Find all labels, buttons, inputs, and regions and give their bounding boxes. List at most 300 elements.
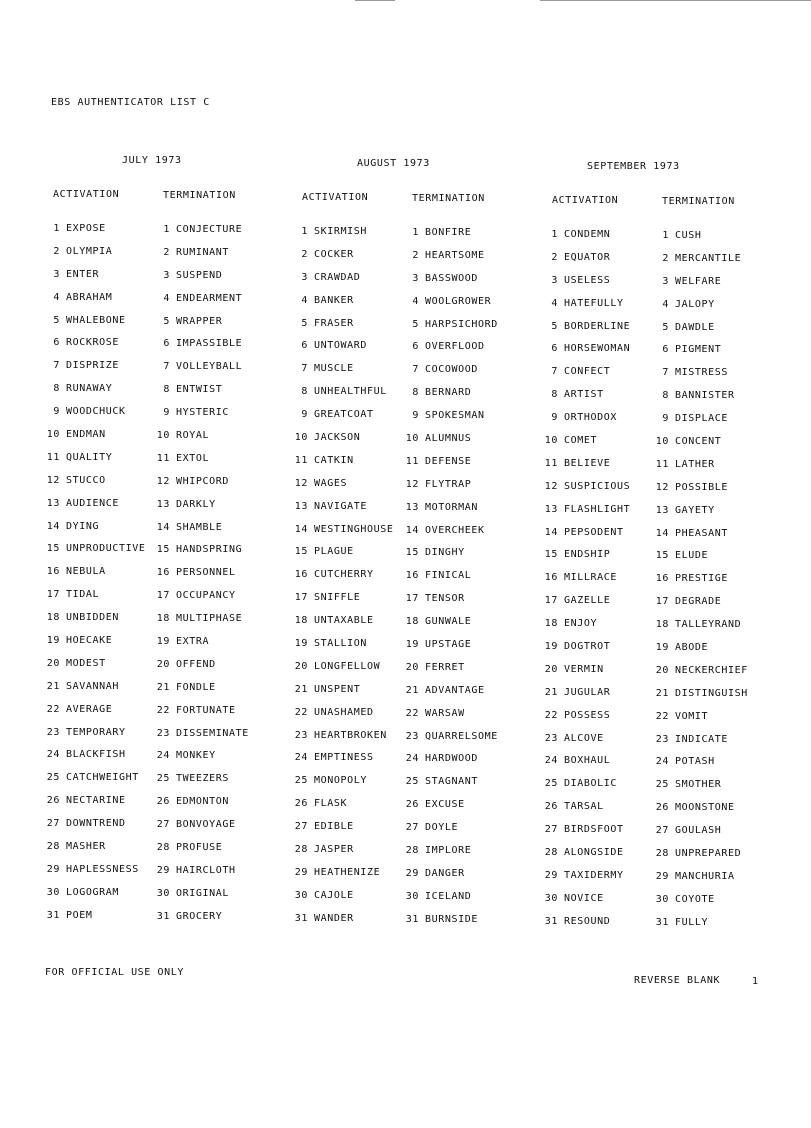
item-number: 18 <box>655 619 669 631</box>
list-item <box>154 522 249 545</box>
item-word: MERCANTILE <box>675 252 742 264</box>
item-word: WARSAW <box>425 707 465 719</box>
item-number: 11 <box>156 452 170 464</box>
list-item <box>292 478 393 501</box>
item-number: 6 <box>412 341 419 353</box>
item-number: 1 <box>412 227 419 238</box>
item-number: 5 <box>163 315 170 327</box>
item-number: 29 <box>46 863 60 875</box>
item-word: WHIPCORD <box>176 475 229 487</box>
item-number: 17 <box>46 589 60 601</box>
item-word: CONFECT <box>564 366 611 378</box>
item-number: 10 <box>405 433 419 445</box>
item-word: UNSPENT <box>314 683 361 695</box>
page-number: 1 <box>752 976 759 987</box>
item-word: DISSEMINATE <box>176 727 249 739</box>
item-word: CONDEMN <box>564 229 611 240</box>
item-number: 22 <box>156 704 170 716</box>
item-number: 6 <box>163 338 170 350</box>
list-item <box>542 733 630 756</box>
item-number: 21 <box>405 684 419 696</box>
item-number: 2 <box>412 249 419 261</box>
item-number: 29 <box>405 867 419 879</box>
item-number: 5 <box>551 320 558 332</box>
list-item <box>44 269 145 292</box>
list-item <box>653 276 748 299</box>
list-item <box>154 888 249 911</box>
item-word: ADVANTAGE <box>425 684 485 696</box>
item-word: UNTAXABLE <box>314 615 374 627</box>
item-word: PIGMENT <box>675 344 722 356</box>
item-number: 16 <box>655 573 669 585</box>
list-item <box>292 730 393 753</box>
item-number: 25 <box>544 778 558 790</box>
item-word: DOGTROT <box>564 641 611 653</box>
list-item <box>542 595 630 618</box>
list-item <box>542 824 630 847</box>
list-item <box>653 573 748 596</box>
list-item <box>154 270 249 293</box>
item-word: SAVANNAH <box>66 680 119 692</box>
list-item <box>653 344 748 367</box>
list-item <box>44 795 145 818</box>
item-number: 3 <box>163 269 170 281</box>
item-word: CAJOLE <box>314 889 354 901</box>
list-item <box>653 779 748 802</box>
item-word: MOTORMAN <box>425 501 478 513</box>
item-word: CONJECTURE <box>176 224 243 235</box>
item-number: 10 <box>156 430 170 442</box>
list-item <box>154 476 249 499</box>
item-word: BORDERLINE <box>564 320 631 332</box>
list-item <box>653 413 748 436</box>
item-word: COYOTE <box>675 893 715 905</box>
item-number: 8 <box>412 387 419 399</box>
item-number: 20 <box>544 663 558 675</box>
item-number: 20 <box>156 658 170 670</box>
list-item <box>44 658 145 681</box>
item-number: 29 <box>544 869 558 881</box>
item-number: 8 <box>551 389 558 401</box>
document-title: EBS AUTHENTICATOR LIST C <box>51 97 210 108</box>
item-word: ENDSHIP <box>564 549 611 561</box>
item-number: 28 <box>294 844 308 856</box>
list-item <box>403 273 498 296</box>
item-number: 16 <box>46 566 60 578</box>
item-word: PERSONNEL <box>176 567 236 579</box>
item-number: 23 <box>156 727 170 739</box>
list-item <box>292 226 393 249</box>
list-item <box>154 865 249 888</box>
item-number: 26 <box>156 796 170 808</box>
item-word: CUTCHERRY <box>314 569 374 581</box>
item-number: 19 <box>655 642 669 654</box>
item-number: 1 <box>301 226 308 237</box>
item-word: ENDMAN <box>66 429 106 441</box>
item-word: DISPLACE <box>675 413 728 425</box>
item-word: USELESS <box>564 274 611 286</box>
list-item <box>542 755 630 778</box>
item-word: MONOPOLY <box>314 775 367 787</box>
item-word: MODEST <box>66 657 106 669</box>
scan-edge-mark <box>355 0 395 1</box>
list-item <box>44 406 145 429</box>
item-number: 12 <box>655 481 669 493</box>
item-word: ABODE <box>675 642 709 654</box>
item-number: 11 <box>405 455 419 467</box>
item-number: 5 <box>412 318 419 330</box>
item-word: LOGOGRAM <box>66 886 119 898</box>
list-item <box>403 227 498 250</box>
item-number: 31 <box>46 909 60 921</box>
item-number: 20 <box>46 657 60 669</box>
list-item <box>292 546 393 569</box>
item-number: 10 <box>544 435 558 447</box>
item-number: 20 <box>655 664 669 676</box>
item-word: GROCERY <box>176 910 223 922</box>
item-number: 30 <box>655 893 669 905</box>
list-item <box>44 635 145 658</box>
item-number: 25 <box>46 772 60 784</box>
list-item <box>403 319 498 342</box>
item-word: ENJOY <box>564 618 598 630</box>
item-number: 29 <box>294 866 308 878</box>
list-item <box>292 752 393 775</box>
item-number: 21 <box>156 681 170 693</box>
item-word: AUDIENCE <box>66 497 119 509</box>
list-item <box>44 452 145 475</box>
item-number: 27 <box>544 824 558 836</box>
item-number: 31 <box>405 913 419 925</box>
item-number: 13 <box>46 497 60 509</box>
item-word: FLASK <box>314 798 348 810</box>
item-number: 18 <box>294 615 308 627</box>
item-number: 15 <box>544 549 558 561</box>
item-number: 11 <box>294 454 308 466</box>
item-number: 22 <box>46 703 60 715</box>
list-item <box>403 845 498 868</box>
list-item <box>44 704 145 727</box>
item-word: ABRAHAM <box>66 291 113 303</box>
list-item <box>653 505 748 528</box>
item-word: TEMPORARY <box>66 726 126 738</box>
item-word: FRASER <box>314 317 354 329</box>
list-item <box>44 749 145 772</box>
list-item <box>154 590 249 613</box>
item-number: 24 <box>655 756 669 768</box>
list-item <box>292 363 393 386</box>
item-word: DEFENSE <box>425 455 472 467</box>
item-number: 6 <box>301 340 308 352</box>
item-number: 28 <box>544 847 558 859</box>
item-word: BERNARD <box>425 387 472 399</box>
list-item <box>403 891 498 914</box>
item-word: BURNSIDE <box>425 913 478 925</box>
item-number: 23 <box>655 733 669 745</box>
item-word: ALUMNUS <box>425 433 472 445</box>
item-word: VOLLEYBALL <box>176 361 243 373</box>
list-item <box>44 315 145 338</box>
list-item <box>403 525 498 548</box>
item-number: 2 <box>163 246 170 258</box>
list-item <box>403 616 498 639</box>
item-number: 8 <box>662 390 669 402</box>
item-word: SKIRMISH <box>314 226 367 237</box>
list-item <box>403 250 498 273</box>
item-word: QUARRELSOME <box>425 730 498 742</box>
scan-edge-line <box>540 0 811 1</box>
item-word: MISTRESS <box>675 367 728 379</box>
list-item <box>44 543 145 566</box>
list-item <box>542 916 630 939</box>
item-word: EXCUSE <box>425 799 465 811</box>
list-item <box>542 893 630 916</box>
list-item <box>44 818 145 841</box>
footer-classification: FOR OFFICIAL USE ONLY <box>45 967 185 978</box>
list-item <box>542 618 630 641</box>
item-number: 8 <box>163 384 170 396</box>
item-number: 10 <box>655 436 669 448</box>
item-number: 29 <box>156 864 170 876</box>
item-word: BELIEVE <box>564 457 611 469</box>
item-number: 8 <box>53 383 60 395</box>
item-word: COCKER <box>314 248 354 260</box>
item-word: NECKERCHIEF <box>675 664 748 676</box>
list-item <box>542 572 630 595</box>
item-word: DANGER <box>425 867 465 879</box>
item-number: 13 <box>294 500 308 512</box>
list-item <box>542 229 630 252</box>
list-item <box>653 848 748 871</box>
item-word: EDIBLE <box>314 821 354 833</box>
item-word: HARPSICHORD <box>425 318 498 330</box>
item-word: JACKSON <box>314 432 361 444</box>
list-item <box>653 917 748 940</box>
item-number: 1 <box>662 230 669 241</box>
item-word: ALCOVE <box>564 732 604 744</box>
list-item <box>653 436 748 459</box>
month-heading-september: SEPTEMBER 1973 <box>587 161 680 172</box>
item-word: HATEFULLY <box>564 297 624 309</box>
list-item <box>653 253 748 276</box>
list-item <box>542 870 630 893</box>
list-item <box>653 482 748 505</box>
activation-header-july: ACTIVATION <box>53 189 120 200</box>
item-number: 9 <box>301 409 308 421</box>
item-word: HEARTBROKEN <box>314 729 387 741</box>
item-number: 13 <box>544 503 558 515</box>
termination-header-july: TERMINATION <box>163 190 236 201</box>
item-number: 11 <box>544 457 558 469</box>
list-item <box>653 528 748 551</box>
item-word: SUSPEND <box>176 269 223 281</box>
item-word: PHEASANT <box>675 527 728 539</box>
list-item <box>154 430 249 453</box>
item-word: ENTWIST <box>176 384 223 396</box>
list-item <box>403 799 498 822</box>
item-number: 3 <box>662 275 669 287</box>
item-word: ARTIST <box>564 389 604 401</box>
item-number: 7 <box>301 363 308 375</box>
item-number: 31 <box>156 910 170 922</box>
item-word: SMOTHER <box>675 779 722 791</box>
item-number: 4 <box>301 294 308 306</box>
list-item <box>542 664 630 687</box>
item-number: 1 <box>53 223 60 234</box>
item-number: 30 <box>294 889 308 901</box>
item-word: WHALEBONE <box>66 314 126 326</box>
list-item <box>292 615 393 638</box>
item-word: WOODCHUCK <box>66 406 126 418</box>
item-number: 22 <box>655 710 669 722</box>
item-word: HYSTERIC <box>176 407 229 419</box>
list-item <box>44 383 145 406</box>
item-word: MONKEY <box>176 750 216 762</box>
item-number: 24 <box>294 752 308 764</box>
item-number: 24 <box>46 749 60 761</box>
item-word: BANKER <box>314 294 354 306</box>
list-item <box>292 661 393 684</box>
list-item <box>403 456 498 479</box>
item-number: 9 <box>551 412 558 424</box>
item-word: UNASHAMED <box>314 706 374 718</box>
list-item <box>653 711 748 734</box>
item-number: 21 <box>46 680 60 692</box>
item-word: OVERFLOOD <box>425 341 485 353</box>
item-word: BLACKFISH <box>66 749 126 761</box>
item-number: 27 <box>294 821 308 833</box>
item-word: QUALITY <box>66 451 113 463</box>
list-item <box>44 223 145 246</box>
list-item <box>292 890 393 913</box>
item-number: 15 <box>655 550 669 562</box>
item-word: NOVICE <box>564 892 604 904</box>
list-item <box>44 360 145 383</box>
item-word: ICELAND <box>425 890 472 902</box>
list-item <box>653 688 748 711</box>
item-number: 15 <box>405 547 419 559</box>
item-word: AVERAGE <box>66 703 113 715</box>
list-item <box>44 910 145 933</box>
item-number: 9 <box>662 413 669 425</box>
item-number: 19 <box>405 639 419 651</box>
list-item <box>292 775 393 798</box>
list-item <box>44 475 145 498</box>
list-item <box>403 662 498 685</box>
item-word: GAZELLE <box>564 595 611 607</box>
item-number: 26 <box>405 799 419 811</box>
list-item <box>542 252 630 275</box>
termination-header-august: TERMINATION <box>412 193 485 204</box>
list-item <box>292 524 393 547</box>
item-number: 14 <box>405 524 419 536</box>
item-word: OLYMPIA <box>66 245 113 257</box>
item-number: 16 <box>405 570 419 582</box>
item-word: STUCCO <box>66 474 106 486</box>
item-number: 14 <box>294 523 308 535</box>
list-item <box>653 322 748 345</box>
item-word: DARKLY <box>176 498 216 510</box>
list-item <box>542 504 630 527</box>
list-item <box>154 384 249 407</box>
list-item <box>653 459 748 482</box>
list-item <box>403 708 498 731</box>
item-number: 19 <box>294 638 308 650</box>
item-word: RESOUND <box>564 915 611 927</box>
item-number: 27 <box>46 818 60 830</box>
item-word: PROFUSE <box>176 842 223 854</box>
item-word: SHAMBLE <box>176 521 223 533</box>
item-number: 2 <box>662 252 669 264</box>
list-item <box>154 453 249 476</box>
list-item <box>154 659 249 682</box>
list-item <box>44 841 145 864</box>
item-word: IMPASSIBLE <box>176 338 243 350</box>
termination-list-september <box>653 230 748 940</box>
list-item <box>292 592 393 615</box>
list-item <box>292 638 393 661</box>
item-word: TENSOR <box>425 593 465 605</box>
item-number: 24 <box>156 750 170 762</box>
item-number: 23 <box>46 726 60 738</box>
item-number: 13 <box>405 501 419 513</box>
item-word: FULLY <box>675 916 709 928</box>
item-number: 4 <box>412 295 419 307</box>
list-item <box>403 685 498 708</box>
item-number: 7 <box>53 360 60 372</box>
item-word: HAIRCLOTH <box>176 864 236 876</box>
list-item <box>292 501 393 524</box>
list-item <box>542 778 630 801</box>
item-word: DEGRADE <box>675 596 722 608</box>
item-number: 26 <box>46 795 60 807</box>
item-word: STALLION <box>314 638 367 650</box>
month-heading-august: AUGUST 1973 <box>357 158 430 169</box>
item-word: EXTRA <box>176 636 210 648</box>
item-word: ROYAL <box>176 430 210 442</box>
item-word: MANCHURIA <box>675 870 735 882</box>
item-word: PLAGUE <box>314 546 354 558</box>
list-item <box>653 734 748 757</box>
list-item <box>154 842 249 865</box>
item-number: 9 <box>53 406 60 418</box>
list-item <box>154 224 249 247</box>
list-item <box>403 296 498 319</box>
list-item <box>154 316 249 339</box>
item-number: 20 <box>294 660 308 672</box>
item-word: JASPER <box>314 844 354 856</box>
list-item <box>154 773 249 796</box>
list-item <box>44 864 145 887</box>
item-word: COCOWOOD <box>425 364 478 376</box>
list-item <box>542 641 630 664</box>
item-word: NAVIGATE <box>314 500 367 512</box>
item-word: DISPRIZE <box>66 360 119 372</box>
item-word: DAWDLE <box>675 321 715 333</box>
item-number: 31 <box>544 915 558 927</box>
item-number: 25 <box>405 776 419 788</box>
list-item <box>403 547 498 570</box>
list-item <box>154 544 249 567</box>
item-word: DISTINGUISH <box>675 687 748 699</box>
list-item <box>154 819 249 842</box>
list-item <box>653 642 748 665</box>
list-item <box>653 550 748 573</box>
item-word: FONDLE <box>176 681 216 693</box>
item-word: DIABOLIC <box>564 778 617 790</box>
item-word: BONFIRE <box>425 227 472 238</box>
list-item <box>292 684 393 707</box>
